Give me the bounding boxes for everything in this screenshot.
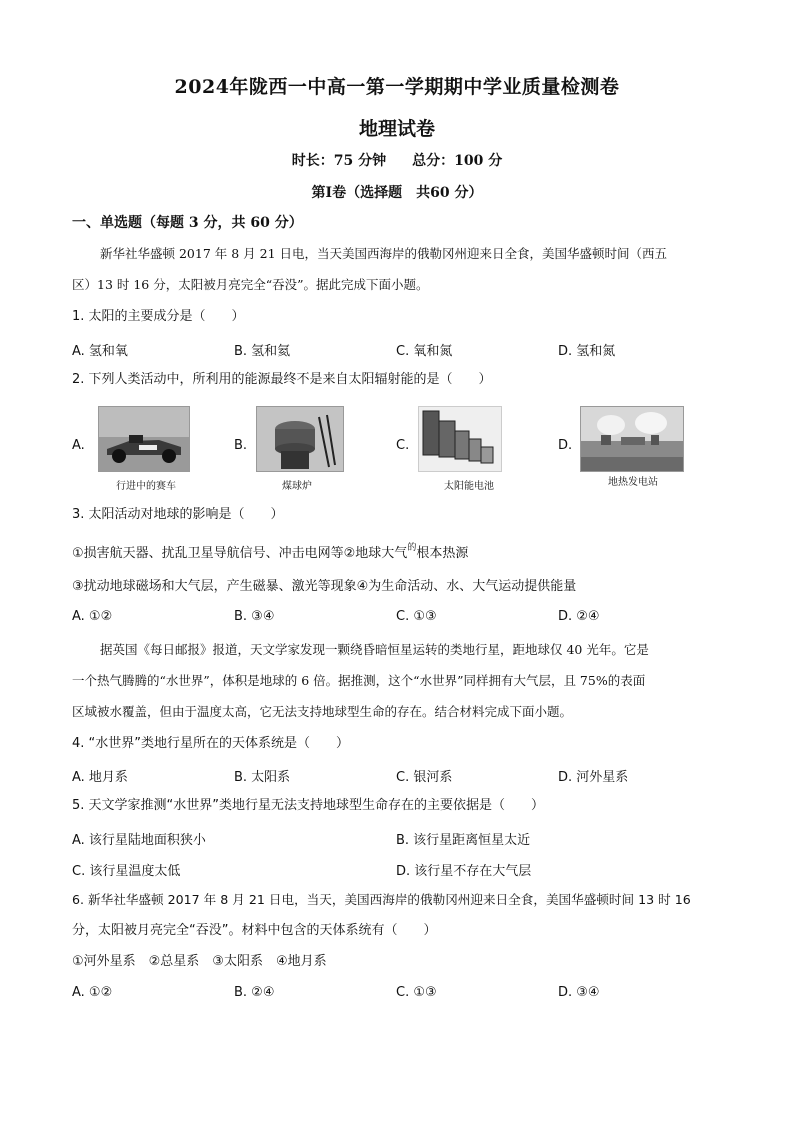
race-car-icon: [99, 407, 189, 471]
q3-statement-1b: 根本热源: [416, 546, 469, 561]
q2-caption-b: 煤球炉: [282, 481, 312, 492]
q1-option-c: C. 氧和氮: [396, 344, 453, 359]
q2-option-c-label: C.: [396, 438, 410, 453]
total-score: 总分：100 分: [412, 153, 503, 169]
q6-stem-line1: 6. 新华社华盛顿 2017 年 8 月 21 日电，当天，美国西海岸的俄勒冈州迎来日全食，美国华盛顿时间 13 时 16: [72, 892, 691, 907]
q3-stem: 3. 太阳活动对地球的影响是（ ）: [72, 507, 284, 522]
material1-line1: 新华社华盛顿 2017 年 8 月 21 日电，当天美国西海岸的俄勒冈州迎来日全食，美国华盛顿时间（西五: [100, 246, 668, 261]
solar-panel-icon: [419, 407, 501, 471]
q5-option-a: A. 该行星陆地面积狭小: [72, 833, 206, 848]
section-heading: 一、单选题（每题 3 分，共 60 分）: [72, 215, 303, 231]
geothermal-plant-icon: [581, 407, 683, 471]
geothermal-plant-image: [580, 406, 684, 472]
q5-option-c: C. 该行星温度太低: [72, 864, 181, 879]
coal-stove-image: [256, 406, 344, 472]
volume-title: 第Ⅰ卷（选择题 共60 分）: [311, 185, 483, 201]
race-car-image: [98, 406, 190, 472]
q6-option-d: D. ③④: [558, 985, 600, 1000]
q4-option-d: D. 河外星系: [558, 770, 629, 785]
q3-option-a: A. ①②: [72, 609, 113, 624]
q1-option-b: B. 氢和氦: [234, 344, 291, 359]
q2-option-b-label: B.: [234, 438, 248, 453]
q4-option-a: A. 地月系: [72, 770, 128, 785]
q3-statement-1: [72, 545, 732, 564]
q6-statements: ①河外星系 ②总星系 ③太阳系 ④地月系: [72, 954, 327, 969]
material2-line3: 区域被水覆盖，但由于温度太高，它无法支持地球型生命的存在。结合材料完成下面小题。: [72, 704, 573, 719]
q2-caption-d: 地热发电站: [608, 477, 658, 488]
coal-stove-icon: [257, 407, 343, 471]
q3-option-c: C. ①③: [396, 609, 437, 624]
q5-option-b: B. 该行星距离恒星太近: [396, 833, 531, 848]
q6-option-a: A. ①②: [72, 985, 113, 1000]
material2-line2: 一个热气腾腾的“水世界”，体积是地球的 6 倍。据推测，这个“水世界”同样拥有大气层，且 75%的表面: [72, 673, 646, 688]
solar-cell-image: [418, 406, 502, 472]
q5-stem: 5. 天文学家推测“水世界”类地行星无法支持地球型生命存在的主要依据是（ ）: [72, 798, 545, 813]
material2-line1: 据英国《每日邮报》报道，天文学家发现一颗绕昏暗恒星运转的类地行星，距地球仅 40 光年。它是: [100, 642, 649, 657]
q3-option-d: D. ②④: [558, 609, 600, 624]
q2-caption-c: 太阳能电池: [444, 481, 494, 492]
material1-line2: 区）13 时 16 分，太阳被月亮完全“吞没”。据此完成下面小题。: [72, 277, 429, 292]
exam-title: 2024年陇西一中高一第一学期期中学业质量检测卷: [174, 76, 620, 98]
q4-option-c: C. 银河系: [396, 770, 453, 785]
q1-option-d: D. 氢和氮: [558, 344, 616, 359]
q3-option-b: B. ③④: [234, 609, 275, 624]
q6-option-b: B. ②④: [234, 985, 275, 1000]
q1-stem: 1. 太阳的主要成分是（ ）: [72, 309, 245, 324]
duration: 时长：75 分钟: [291, 153, 387, 169]
q1-option-a: A. 氢和氧: [72, 344, 128, 359]
q6-stem-line2: 分，太阳被月亮完全“吞没”。材料中包含的天体系统有（ ）: [72, 923, 437, 938]
q2-caption-a: 行进中的赛车: [116, 481, 176, 492]
exam-info: [0, 150, 794, 170]
q3-statement-1-sup: 的: [407, 543, 417, 553]
q3-statement-2: ③扰动地球磁场和大气层，产生磁暴、激光等现象④为生命活动、水、大气运动提供能量: [72, 579, 577, 594]
q6-option-c: C. ①③: [396, 985, 437, 1000]
q2-stem: 2. 下列人类活动中，所利用的能源最终不是来自太阳辐射能的是（ ）: [72, 372, 492, 387]
q4-stem: 4. “水世界”类地行星所在的天体系统是（ ）: [72, 736, 350, 751]
subject-title: 地理试卷: [358, 118, 435, 140]
q3-statement-1a: ①损害航天器、扰乱卫星导航信号、冲击电网等②地球大气: [72, 546, 408, 561]
q4-option-b: B. 太阳系: [234, 770, 291, 785]
q2-option-a-label: A.: [72, 438, 85, 453]
q2-option-d-label: D.: [558, 438, 573, 453]
q5-option-d: D. 该行星不存在大气层: [396, 864, 532, 879]
